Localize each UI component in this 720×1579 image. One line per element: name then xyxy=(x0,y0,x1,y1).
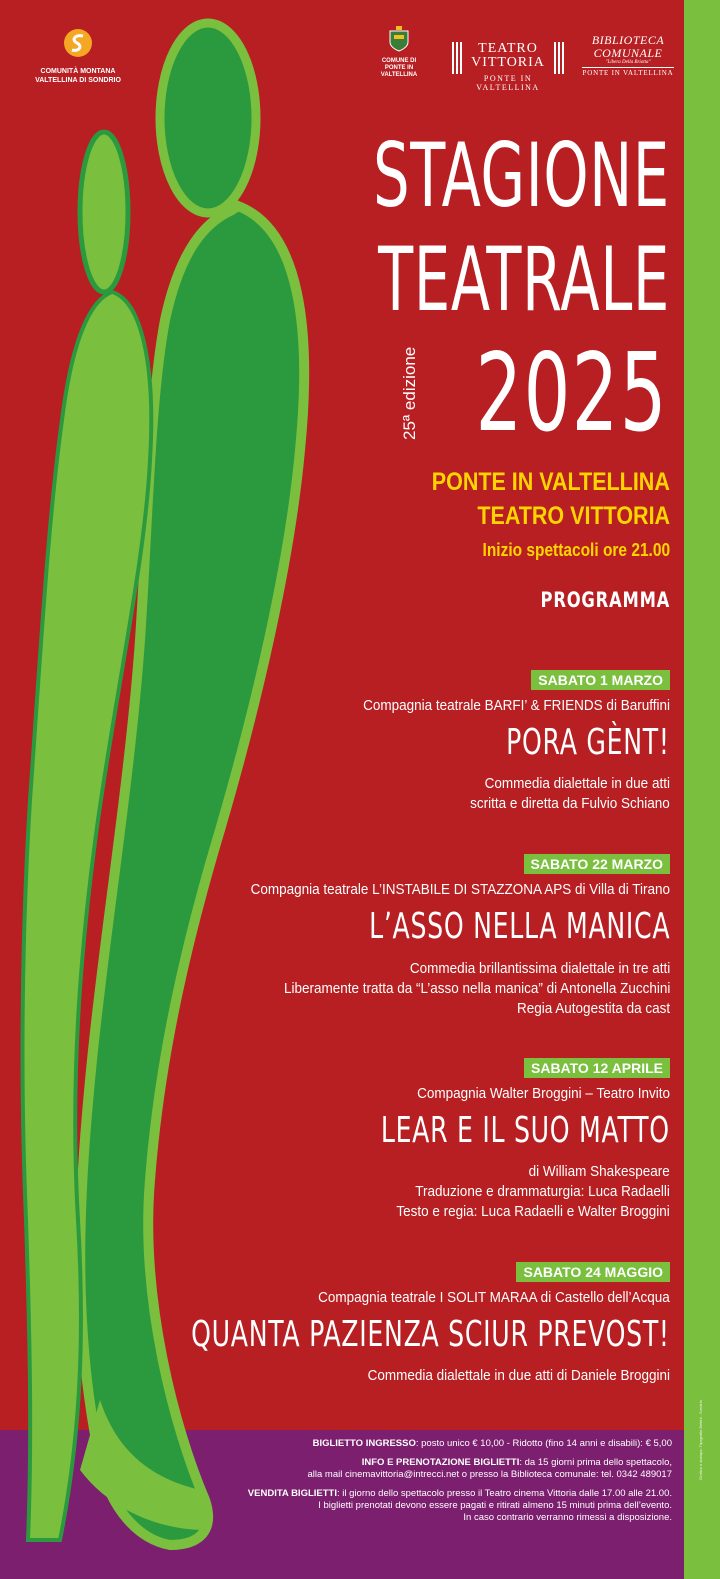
event-detail: Regia Autogestita da cast xyxy=(516,1000,670,1017)
teatro-line2: VITTORIA xyxy=(471,55,545,70)
event-detail: Commedia dialettale in due atti di Daniele Broggini xyxy=(367,1367,670,1384)
event-date: SABATO 24 MAGGIO xyxy=(516,1262,670,1282)
sale-label: VENDITA BIGLIETTI xyxy=(247,1488,337,1499)
comune-logo xyxy=(368,26,430,79)
year: 2025 xyxy=(475,331,668,456)
sale-info xyxy=(248,1488,672,1500)
event-detail: scritta e diretta da Fulvio Schiano xyxy=(470,795,670,812)
comunita-montana-text: COMUNITÀ MONTANA VALTELLINA DI SONDRIO xyxy=(35,68,121,84)
teatro-line1: TEATRO xyxy=(478,41,538,56)
location: PONTE IN VALTELLINA xyxy=(431,468,670,496)
title-line2: TEATRALE xyxy=(378,228,670,332)
print-credit: Grafica e stampa: Tipografia Bettini - Sondrio xyxy=(698,1400,703,1480)
biblioteca-line1: BIBLIOTECA xyxy=(591,33,665,47)
booking-info xyxy=(362,1457,672,1469)
teatro-line3: PONTE IN VALTELLINA xyxy=(476,74,540,92)
booking-label: INFO E PRENOTAZIONE BIGLIETTI xyxy=(361,1457,520,1468)
booking-text: : da 15 giorni prima dello spettacolo, xyxy=(519,1457,672,1468)
teatro-left-bars-icon xyxy=(452,42,462,74)
event-detail: Liberamente tratta da “L’asso nella manica” di Antonella Zucchini xyxy=(283,980,670,997)
event-detail: Commedia dialettale in due atti xyxy=(484,775,670,792)
event-company: Compagnia teatrale BARFI’ & FRIENDS di Baruffini xyxy=(363,697,670,714)
program-heading: PROGRAMMA xyxy=(540,588,670,612)
event-title: QUANTA PAZIENZA SCIUR PREVOST! xyxy=(191,1314,670,1355)
biblioteca-line2: COMUNALE xyxy=(593,46,663,60)
ticket-label: BIGLIETTO INGRESSO xyxy=(312,1438,416,1449)
sale-info-2: I biglietti prenotati devono essere pagati e ritirati almeno 15 minuti prima dell’evento. xyxy=(318,1500,672,1511)
biblioteca-line4: PONTE IN VALTELLINA xyxy=(582,69,674,77)
event-date: SABATO 12 APRILE xyxy=(524,1058,670,1078)
event-company: Compagnia Walter Broggini – Teatro Invito xyxy=(417,1085,670,1102)
teatro-vittoria-logo xyxy=(452,42,564,92)
sale-text: : il giorno dello spettacolo presso il Teatro cinema Vittoria dalle 17.00 alle 21.00. xyxy=(337,1488,672,1499)
ticket-text: : posto unico € 10,00 - Ridotto (fino 14 anni e disabili): € 5,00 xyxy=(415,1438,672,1449)
title-line1: STAGIONE xyxy=(373,124,670,228)
event-detail: Traduzione e drammaturgia: Luca Radaelli xyxy=(415,1183,670,1200)
start-time: Inizio spettacoli ore 21.00 xyxy=(482,540,670,560)
event-company: Compagnia teatrale L’INSTABILE DI STAZZONA APS di Villa di Tirano xyxy=(250,881,670,898)
venue: TEATRO VITTORIA xyxy=(477,502,670,530)
event-title: PORA GÈNT! xyxy=(506,722,670,763)
event-title: L’ASSO NELLA MANICA xyxy=(368,906,670,947)
event-date: SABATO 22 MARZO xyxy=(524,854,671,874)
comune-shield-icon xyxy=(389,26,409,52)
right-green-strip xyxy=(684,0,720,1579)
comune-line2: PONTE IN VALTELLINA xyxy=(380,65,418,78)
event-detail: Testo e regia: Luca Radaelli e Walter Broggini xyxy=(396,1203,670,1220)
biblioteca-logo xyxy=(582,34,674,77)
comunita-montana-logo xyxy=(28,28,128,85)
booking-info-2: alla mail cinemavittoria@intrecci.net o presso la Biblioteca comunale: tel. 0342 489017 xyxy=(307,1469,672,1480)
edition-label: 25ª edizione xyxy=(400,346,419,440)
event-title: LEAR E IL SUO MATTO xyxy=(381,1110,670,1151)
comune-line1: COMUNE DI xyxy=(381,58,417,64)
teatro-right-bars-icon xyxy=(554,42,564,74)
comunita-montana-icon xyxy=(63,28,93,58)
ticket-info xyxy=(313,1438,672,1450)
sale-info-3: In caso contrario verranno rimessi a disposizione. xyxy=(463,1512,672,1523)
event-company: Compagnia teatrale I SOLIT MARAA di Castello dell’Acqua xyxy=(318,1289,670,1306)
event-detail: Commedia brillantissima dialettale in tre atti xyxy=(409,960,670,977)
biblioteca-line3: "Libera Della Briotta" xyxy=(605,60,651,65)
event-detail: di William Shakespeare xyxy=(528,1163,670,1180)
event-date: SABATO 1 MARZO xyxy=(531,670,670,690)
